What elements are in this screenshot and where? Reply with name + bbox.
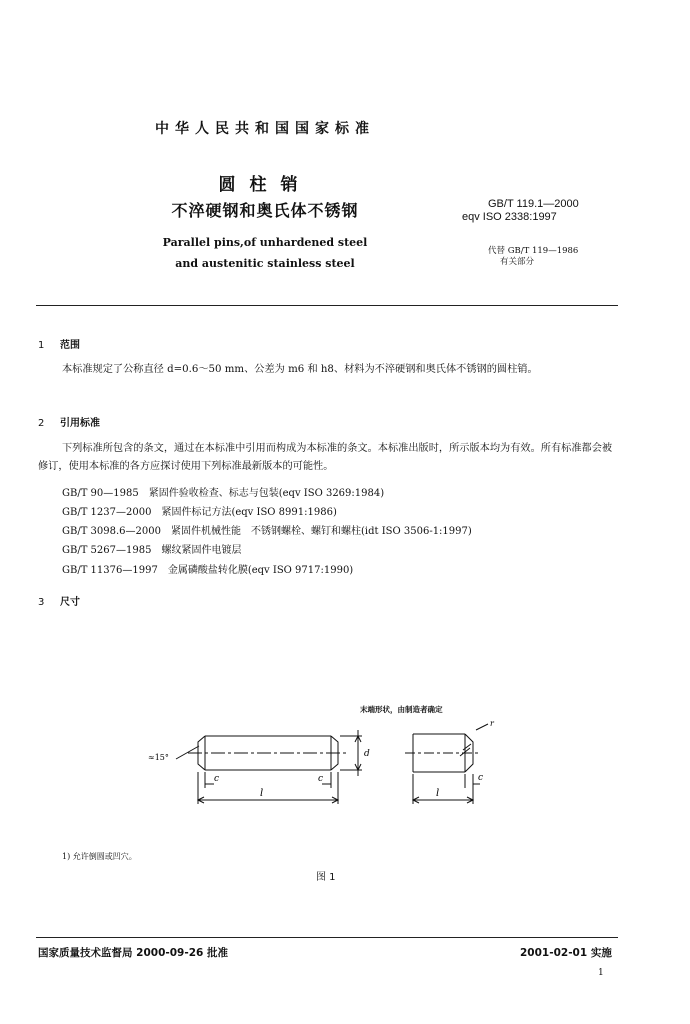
dim-l-label: l [436,788,440,799]
dim-c-label: c [478,773,484,783]
section-2-text: 下列标准所包含的条文，通过在本标准中引用而构成为本标准的条文。本标准出版时，所示版本均为有效。所有标准都会被修订，使用本标准的各方应探讨使用下列标准最新版本的可能性。 [38,443,613,472]
pin-drawing [0,700,690,850]
section-2-heading [38,414,100,429]
section-3-heading [38,593,80,608]
reference-item: GB/T 3098.6—2000 紧固件机械性能 不锈钢螺栓、螺钉和螺柱(idt ISO 3506-1:1997) [62,526,472,537]
dim-l-label: l [260,788,264,799]
document-title: 圆柱销 [218,175,312,195]
section-number: 1 [38,340,45,351]
english-title-line1: Parallel pins,of unhardened steel [162,236,368,249]
pin-end-detail [405,724,488,804]
header-divider [36,305,618,306]
reference-item: GB/T 11376—1997 金属磷酸盐转化膜(eqv ISO 9717:1990) [62,565,354,576]
standard-equivalence: eqv ISO 2338:1997 [462,211,557,223]
angle-label: ≈15° [148,753,169,762]
standard-number: GB/T 119.1—2000 [488,198,579,210]
reference-item: GB/T 90—1985 紧固件验收检查、标志与包装(eqv ISO 3269:1984) [62,488,385,499]
dim-r-label: r [490,719,494,728]
dim-d-label: d [364,749,370,759]
document-subtitle: 不淬硬钢和奥氏体不锈钢 [171,201,359,220]
replaces-note-part: 有关部分 [500,257,535,267]
end-shape-note: 末端形状，由制造者确定 [360,705,443,714]
standard-org-title: 中华人民共和国国家标准 [155,121,375,137]
english-title-line2: and austenitic stainless steel [175,257,355,270]
section-title: 范围 [60,340,80,351]
reference-item: GB/T 1237—2000 紧固件标记方法(eqv ISO 8991:1986) [62,507,337,518]
section-number: 3 [38,597,45,608]
section-title: 引用标准 [60,418,100,429]
section-1-text: 本标准规定了公称直径 d=0.6～50 mm、公差为 m6 和 h8、材料为不淬硬钢和奥氏体不锈钢的圆柱销。 [62,364,538,375]
dim-c-label: c [214,774,220,784]
pin-main-view [176,730,362,804]
replaces-note: 代替 GB/T 119—1986 [488,246,579,256]
footer-divider [36,937,618,938]
effective-date: 2001-02-01 实施 [520,947,612,959]
page-number: 1 [598,968,604,978]
reference-item: GB/T 5267—1985 螺纹紧固件电镀层 [62,545,242,556]
figure-caption: 图 1 [316,872,336,883]
section-title: 尺寸 [60,597,80,608]
figure-footnote: 1) 允许倒圆或凹穴。 [62,852,137,861]
section-1-heading [38,336,80,351]
approval-date: 国家质量技术监督局 2000-09-26 批准 [38,947,228,959]
dim-c-label: c [318,774,324,784]
section-number: 2 [38,418,45,429]
